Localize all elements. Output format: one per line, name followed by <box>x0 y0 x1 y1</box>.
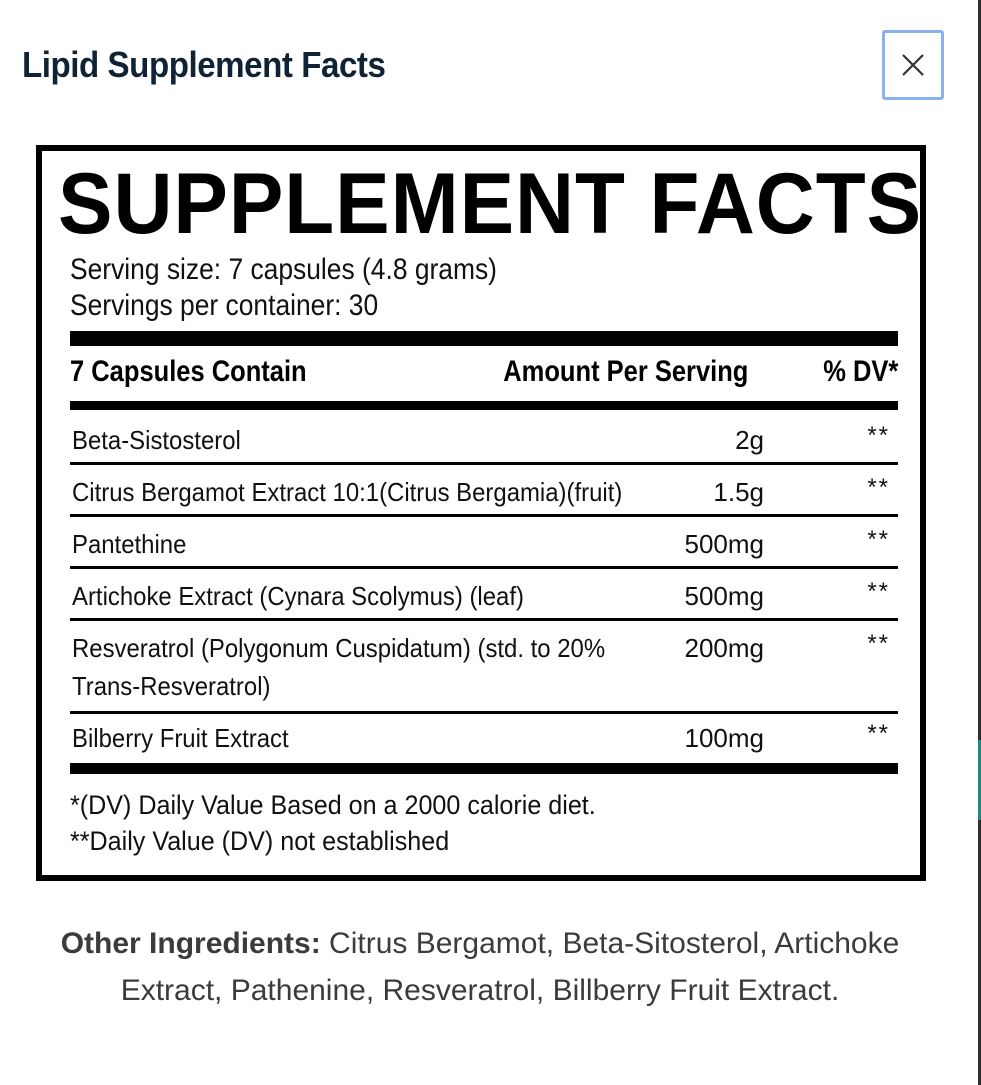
ingredient-amount: 2g <box>735 425 764 455</box>
table-row <box>70 577 898 617</box>
ingredient-dv: ** <box>867 422 890 449</box>
ingredient-dv: ** <box>867 720 890 747</box>
column-header-amount: Amount Per Serving <box>502 355 748 388</box>
modal-title: Lipid Supplement Facts <box>22 44 386 85</box>
ingredient-amount: 200mg <box>684 633 764 663</box>
facts-heading: SUPPLEMENT FACTS <box>58 156 923 252</box>
ingredient-amount: 100mg <box>684 723 764 753</box>
other-ingredients-label: Other Ingredients: <box>60 927 321 960</box>
row-divider <box>70 462 898 465</box>
header-divider <box>70 401 898 410</box>
table-row <box>70 473 898 513</box>
table-row <box>70 421 898 461</box>
ingredient-dv: ** <box>867 474 890 501</box>
row-divider <box>70 514 898 517</box>
row-divider <box>70 711 898 714</box>
ingredient-amount: 500mg <box>684 529 764 559</box>
other-ingredients <box>30 920 930 1014</box>
supplement-facts-panel <box>36 145 926 881</box>
other-ingredients-text: Citrus Bergamot, Beta-Sitosterol, Artichoke Extract, Pathenine, Resveratrol, Billberry Fruit Extract. <box>120 927 900 1007</box>
ingredient-name: Citrus Bergamot Extract 10:1(Citrus Bergamia)(fruit) <box>72 477 623 507</box>
close-button[interactable] <box>882 30 944 100</box>
column-header-ingredient: 7 Capsules Contain <box>70 355 307 388</box>
serving-size: Serving size: 7 capsules (4.8 grams) <box>70 253 497 286</box>
bottom-divider <box>70 763 898 774</box>
footnote-not-established: **Daily Value (DV) not established <box>70 826 450 856</box>
table-row <box>70 525 898 565</box>
row-divider <box>70 618 898 621</box>
ingredient-dv: ** <box>867 578 890 605</box>
ingredient-amount: 1.5g <box>713 477 764 507</box>
thick-divider <box>70 331 898 346</box>
table-row <box>70 719 898 759</box>
ingredient-name: Bilberry Fruit Extract <box>72 723 289 753</box>
ingredient-name: Artichoke Extract (Cynara Scolymus) (leaf) <box>72 581 524 611</box>
ingredient-dv: ** <box>867 526 890 553</box>
ingredient-amount: 500mg <box>684 581 764 611</box>
column-header-dv: % DV* <box>822 355 898 388</box>
footnote-daily-value: *(DV) Daily Value Based on a 2000 calorie diet. <box>70 790 596 820</box>
servings-per-container: Servings per container: 30 <box>70 289 379 322</box>
row-divider <box>70 566 898 569</box>
ingredient-name: Beta-Sistosterol <box>72 425 241 455</box>
ingredient-dv: ** <box>867 630 890 657</box>
close-icon <box>900 52 926 78</box>
ingredient-name: Pantethine <box>72 529 187 559</box>
table-row <box>70 629 898 709</box>
ingredient-name: Resveratrol (Polygonum Cuspidatum) (std. to 20% Trans-Resveratrol) <box>72 633 606 701</box>
